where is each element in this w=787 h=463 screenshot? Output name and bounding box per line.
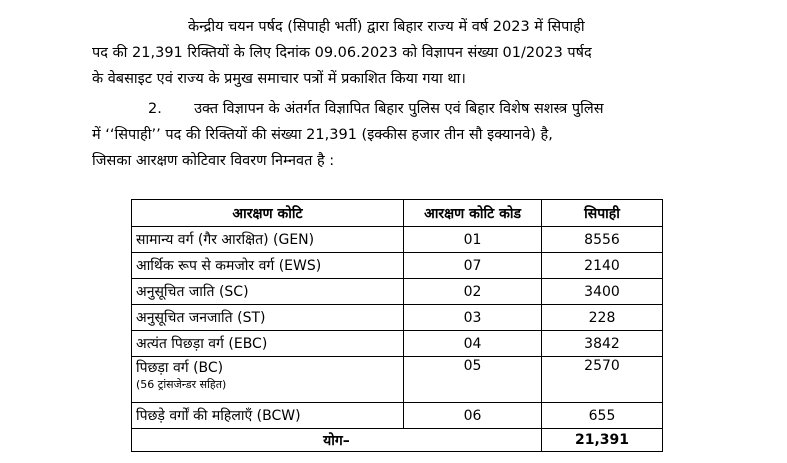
row-category: अत्यंत पिछड़ा वर्ग (EBC) — [132, 331, 404, 357]
table-header-row — [132, 200, 663, 227]
row-count: 8556 — [542, 227, 663, 253]
row-category: आर्थिक रूप से कमजोर वर्ग (EWS) — [132, 253, 404, 279]
row-category: अनुसूचित जाति (SC) — [132, 279, 404, 305]
row-category: अनुसूचित जनजाति (ST) — [132, 305, 404, 331]
table-row — [132, 253, 663, 279]
paragraph-2-line-1 — [92, 96, 710, 122]
header-count: सिपाही — [542, 200, 663, 227]
row-category-note: (56 ट्रांसजेन्डर सहित) — [136, 378, 227, 391]
row-count: 228 — [542, 305, 663, 331]
paragraph-2-number: 2. — [148, 101, 162, 117]
row-code: 03 — [404, 305, 542, 331]
reservation-table — [131, 199, 663, 452]
row-code: 01 — [404, 227, 542, 253]
paragraph-1-line-2: पद की 21,391 रिक्तियों के लिए दिनांक 09.06.2023 को विज्ञापन संख्या 01/2023 पर्षद — [92, 45, 592, 61]
paragraph-2-line-3: जिसका आरक्षण कोटिवार विवरण निम्नवत है : — [92, 153, 335, 169]
header-category: आरक्षण कोटि — [132, 200, 404, 227]
row-count: 2140 — [542, 253, 663, 279]
paragraph-1-line-1: केन्द्रीय चयन पर्षद (सिपाही भर्ती) द्वारा बिहार राज्य में वर्ष 2023 में सिपाही — [188, 19, 585, 35]
row-category: पिछड़े वर्गों की महिलाएँ (BCW) — [132, 403, 404, 429]
table-row — [132, 305, 663, 331]
total-label: योग– — [132, 429, 542, 452]
row-count: 3400 — [542, 279, 663, 305]
row-count: 3842 — [542, 331, 663, 357]
table-row — [132, 331, 663, 357]
table-row — [132, 403, 663, 429]
paragraph-1-line-3: के वेबसाइट एवं राज्य के प्रमुख समाचार पत्रों में प्रकाशित किया गया था। — [92, 71, 466, 87]
row-code: 02 — [404, 279, 542, 305]
table-row — [132, 357, 663, 403]
row-code: 05 — [404, 357, 542, 403]
row-count: 655 — [542, 403, 663, 429]
row-code: 06 — [404, 403, 542, 429]
row-code: 04 — [404, 331, 542, 357]
table-row — [132, 227, 663, 253]
header-code: आरक्षण कोटि कोड — [404, 200, 542, 227]
row-code: 07 — [404, 253, 542, 279]
table-total-row — [132, 429, 663, 452]
paragraph-2 — [92, 96, 710, 174]
paragraph-2-line-2: में ‘‘सिपाही’’ पद की रिक्तियों की संख्या 21,391 (इक्कीस हजार तीन सौ इक्यानवे) है, — [92, 127, 553, 143]
paragraph-2-line-1-text: उक्त विज्ञापन के अंतर्गत विज्ञापित बिहार पुलिस एवं बिहार विशेष सशस्त्र पुलिस — [194, 101, 604, 117]
row-count: 2570 — [542, 357, 663, 403]
total-value: 21,391 — [542, 429, 663, 452]
row-category: सामान्य वर्ग (गैर आरक्षित) (GEN) — [132, 227, 404, 253]
paragraph-1 — [92, 14, 710, 92]
table-row — [132, 279, 663, 305]
row-category: पिछड़ा वर्ग (BC) — [136, 360, 224, 376]
row-category-cell — [132, 357, 404, 403]
